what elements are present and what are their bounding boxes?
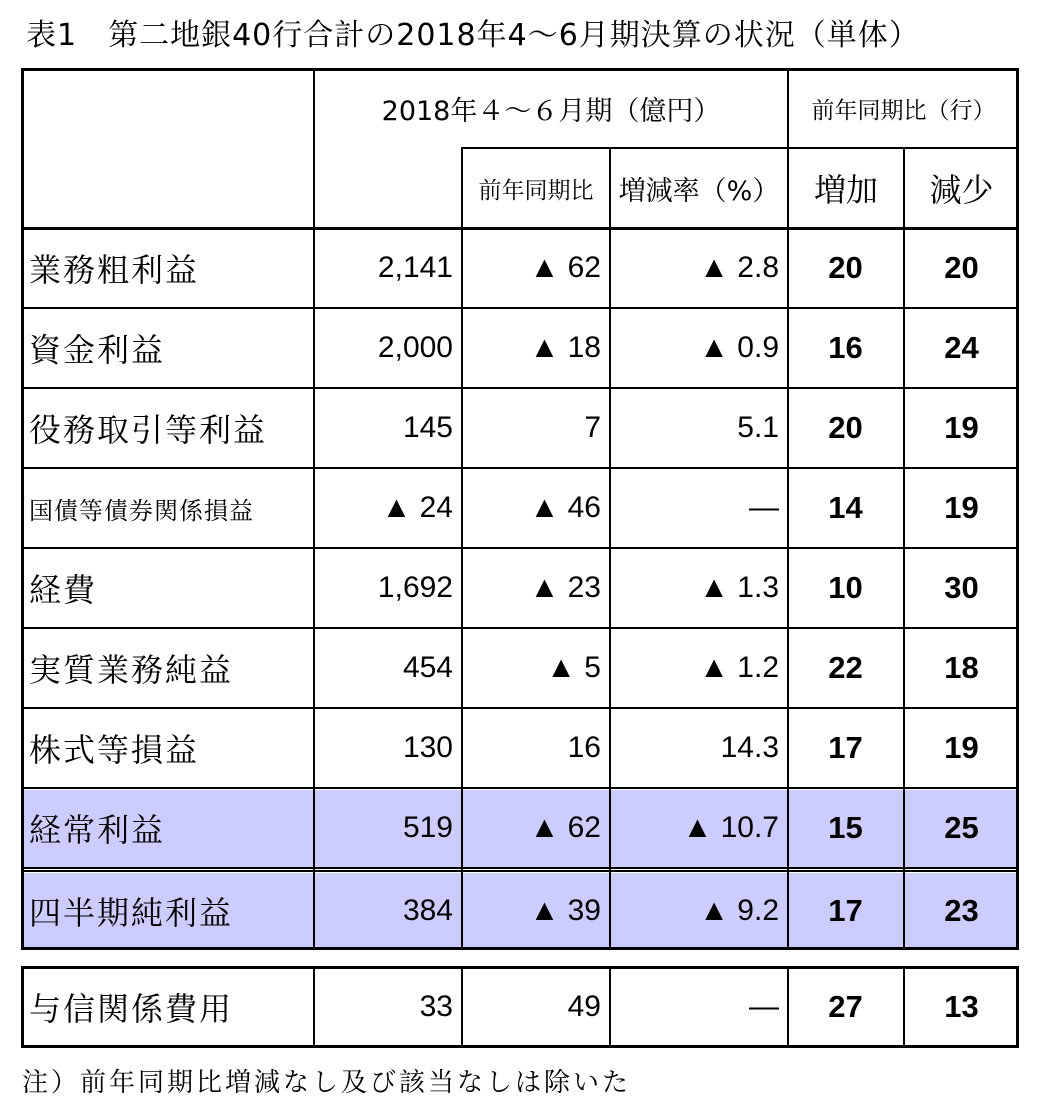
col-divider <box>461 148 463 950</box>
row-divider <box>21 627 1019 629</box>
row-decrease-count: 30 <box>944 570 979 605</box>
row-divider <box>21 547 1019 549</box>
row-decrease-count: 18 <box>944 650 979 685</box>
row-value: 2,000 <box>377 331 453 364</box>
row-value: 454 <box>402 651 453 684</box>
row-yoy: ▲ 39 <box>529 894 601 927</box>
row-increase-count: 17 <box>828 730 863 765</box>
row-decrease-count: 19 <box>944 410 979 445</box>
row-divider-double <box>21 867 1019 872</box>
row-value: 145 <box>402 411 453 444</box>
table-border <box>21 68 1019 950</box>
row-increase-count: 15 <box>828 810 863 845</box>
row-divider <box>21 787 1019 789</box>
header-decrease: 減少 <box>929 171 994 209</box>
row-yoy: 7 <box>584 411 601 444</box>
row-rate: ▲ 9.2 <box>699 894 779 927</box>
row-rate: ▲ 2.8 <box>699 251 779 284</box>
row-label: 株式等損益 <box>29 731 200 769</box>
row-decrease-count: 13 <box>944 989 979 1024</box>
row-value: 130 <box>402 731 453 764</box>
row-label: 国債等債券関係損益 <box>29 496 254 525</box>
row-increase-count: 14 <box>828 490 863 525</box>
row-rate: ▲ 1.3 <box>699 571 779 604</box>
row-rate: ▲ 10.7 <box>682 811 779 844</box>
row-increase-count: 16 <box>828 330 863 365</box>
header-increase: 増加 <box>813 171 878 209</box>
footnote: 注）前年同期比増減なし及び該当なしは除いた <box>22 1068 632 1098</box>
row-rate: 14.3 <box>720 731 779 764</box>
row-increase-count: 20 <box>828 410 863 445</box>
row-yoy: ▲ 62 <box>529 811 601 844</box>
row-increase-count: 10 <box>828 570 863 605</box>
row-yoy: ▲ 18 <box>529 331 601 364</box>
row-rate: ▲ 1.2 <box>699 651 779 684</box>
row-yoy: 49 <box>567 990 601 1023</box>
col-divider <box>787 966 789 1048</box>
col-divider <box>313 966 315 1048</box>
row-yoy: ▲ 62 <box>529 251 601 284</box>
row-increase-count: 20 <box>828 250 863 285</box>
row-rate: ― <box>749 491 779 524</box>
header-period: 2018年４～６月期（億円） <box>381 95 721 127</box>
row-divider <box>21 707 1019 709</box>
row-value: 2,141 <box>377 251 453 284</box>
row-rate: 5.1 <box>737 411 779 444</box>
col-divider <box>461 966 463 1048</box>
results-table <box>21 68 1019 1048</box>
row-value: ▲ 24 <box>381 491 453 524</box>
row-value: 33 <box>419 990 453 1023</box>
row-label: 業務粗利益 <box>29 251 200 289</box>
row-label: 資金利益 <box>29 331 166 369</box>
row-rate: ▲ 0.9 <box>699 331 779 364</box>
row-increase-count: 22 <box>828 650 863 685</box>
col-divider <box>903 966 905 1048</box>
col-divider <box>787 68 789 950</box>
row-decrease-count: 25 <box>944 810 979 845</box>
row-divider <box>21 307 1019 309</box>
row-label: 与信関係費用 <box>29 990 234 1028</box>
row-label: 役務取引等利益 <box>29 411 268 449</box>
row-decrease-count: 20 <box>944 250 979 285</box>
header-yoy-banks: 前年同期比（行） <box>811 97 996 124</box>
row-divider <box>21 387 1019 389</box>
table-title: 表1 第二地銀40行合計の2018年4～6月期決算の状況（単体） <box>26 18 920 53</box>
header-yoy: 前年同期比 <box>478 177 594 204</box>
row-rate: ― <box>749 990 779 1023</box>
row-divider <box>461 147 1019 149</box>
row-divider <box>21 227 1019 230</box>
row-decrease-count: 23 <box>944 893 979 928</box>
row-decrease-count: 19 <box>944 730 979 765</box>
col-divider <box>903 148 905 950</box>
row-label: 四半期純利益 <box>29 894 234 932</box>
row-yoy: ▲ 23 <box>529 571 601 604</box>
row-decrease-count: 19 <box>944 490 979 525</box>
header-rate: 増減率（%） <box>618 175 780 207</box>
row-increase-count: 17 <box>828 893 863 928</box>
row-value: 384 <box>402 894 453 927</box>
row-decrease-count: 24 <box>944 330 979 365</box>
row-value: 519 <box>402 811 453 844</box>
row-yoy: 16 <box>567 731 601 764</box>
row-label: 経常利益 <box>29 811 166 849</box>
row-label: 経費 <box>29 571 98 609</box>
row-yoy: ▲ 5 <box>546 651 601 684</box>
col-divider <box>609 966 611 1048</box>
col-divider <box>609 148 611 950</box>
col-divider <box>313 68 315 950</box>
row-divider <box>21 467 1019 469</box>
credit-cost-border <box>21 966 1019 1048</box>
row-label: 実質業務純益 <box>29 651 234 689</box>
row-value: 1,692 <box>377 571 453 604</box>
row-increase-count: 27 <box>828 989 863 1024</box>
row-yoy: ▲ 46 <box>529 491 601 524</box>
